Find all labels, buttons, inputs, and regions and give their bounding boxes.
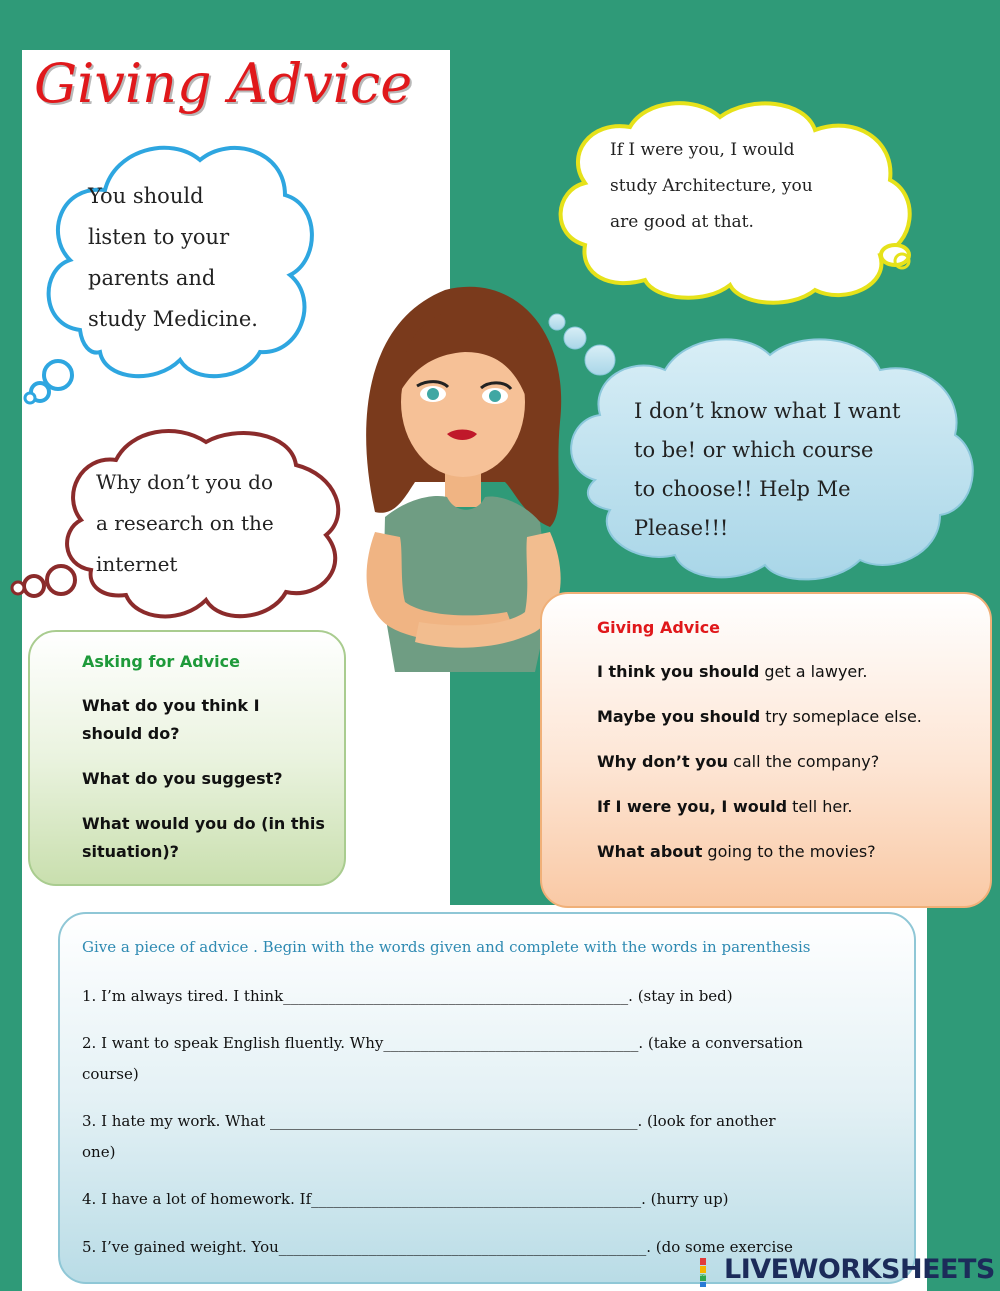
asking-advice-heading: Asking for Advice	[82, 652, 240, 671]
giving-advice-item: I think you should get a lawyer.	[597, 662, 868, 681]
exercise-item-3[interactable]: 3. I hate my work. What _________________________________________________. (look for another	[82, 1112, 776, 1130]
page-title: Giving Advice	[34, 52, 413, 115]
asking-advice-list: What do you think I should do? What do you suggest? What would you do (in this situation)?	[82, 696, 325, 861]
liveworksheets-logo: LIVEWORKSHEETS	[724, 1254, 995, 1285]
exercise-item-1[interactable]: 1. I’m always tired. I think______________________________________________. (stay in bed)	[82, 987, 733, 1005]
giving-advice-item: What about going to the movies?	[597, 842, 876, 861]
exercise-item-2[interactable]: 2. I want to speak English fluently. Why__________________________________. (take a conversation	[82, 1034, 803, 1052]
blue-bubble-text: You should listen to your parents and study Medicine.	[88, 184, 258, 331]
exercise-item-5[interactable]: 5. I’ve gained weight. You_________________________________________________. (do some exercise	[82, 1238, 793, 1256]
logo-badge: LIVE	[699, 1273, 707, 1277]
giving-advice-heading: Giving Advice	[597, 618, 721, 637]
giving-advice-item: If I were you, I would tell her.	[597, 797, 853, 816]
giving-advice-item: Maybe you should try someplace else.	[597, 707, 922, 726]
giving-advice-item: Why don’t you call the company?	[597, 752, 880, 771]
exercise-instruction: Give a piece of advice . Begin with the words given and complete with the words in parenthesis	[82, 938, 811, 956]
exercise-item-3-cont: one)	[82, 1143, 116, 1161]
exercise-box	[58, 912, 916, 1284]
yellow-bubble-text: If I were you, I would study Architecture, you are good at that.	[610, 140, 813, 232]
exercise-item-4[interactable]: 4. I have a lot of homework. If____________________________________________. (hurry up)	[82, 1190, 729, 1208]
thought-bubble-text: I don’t know what I want to be! or which course to choose!! Help Me Please!!!	[634, 399, 901, 540]
exercise-item-2-cont: course)	[82, 1065, 139, 1083]
red-bubble-text: Why don’t you do a research on the internet	[96, 470, 274, 576]
